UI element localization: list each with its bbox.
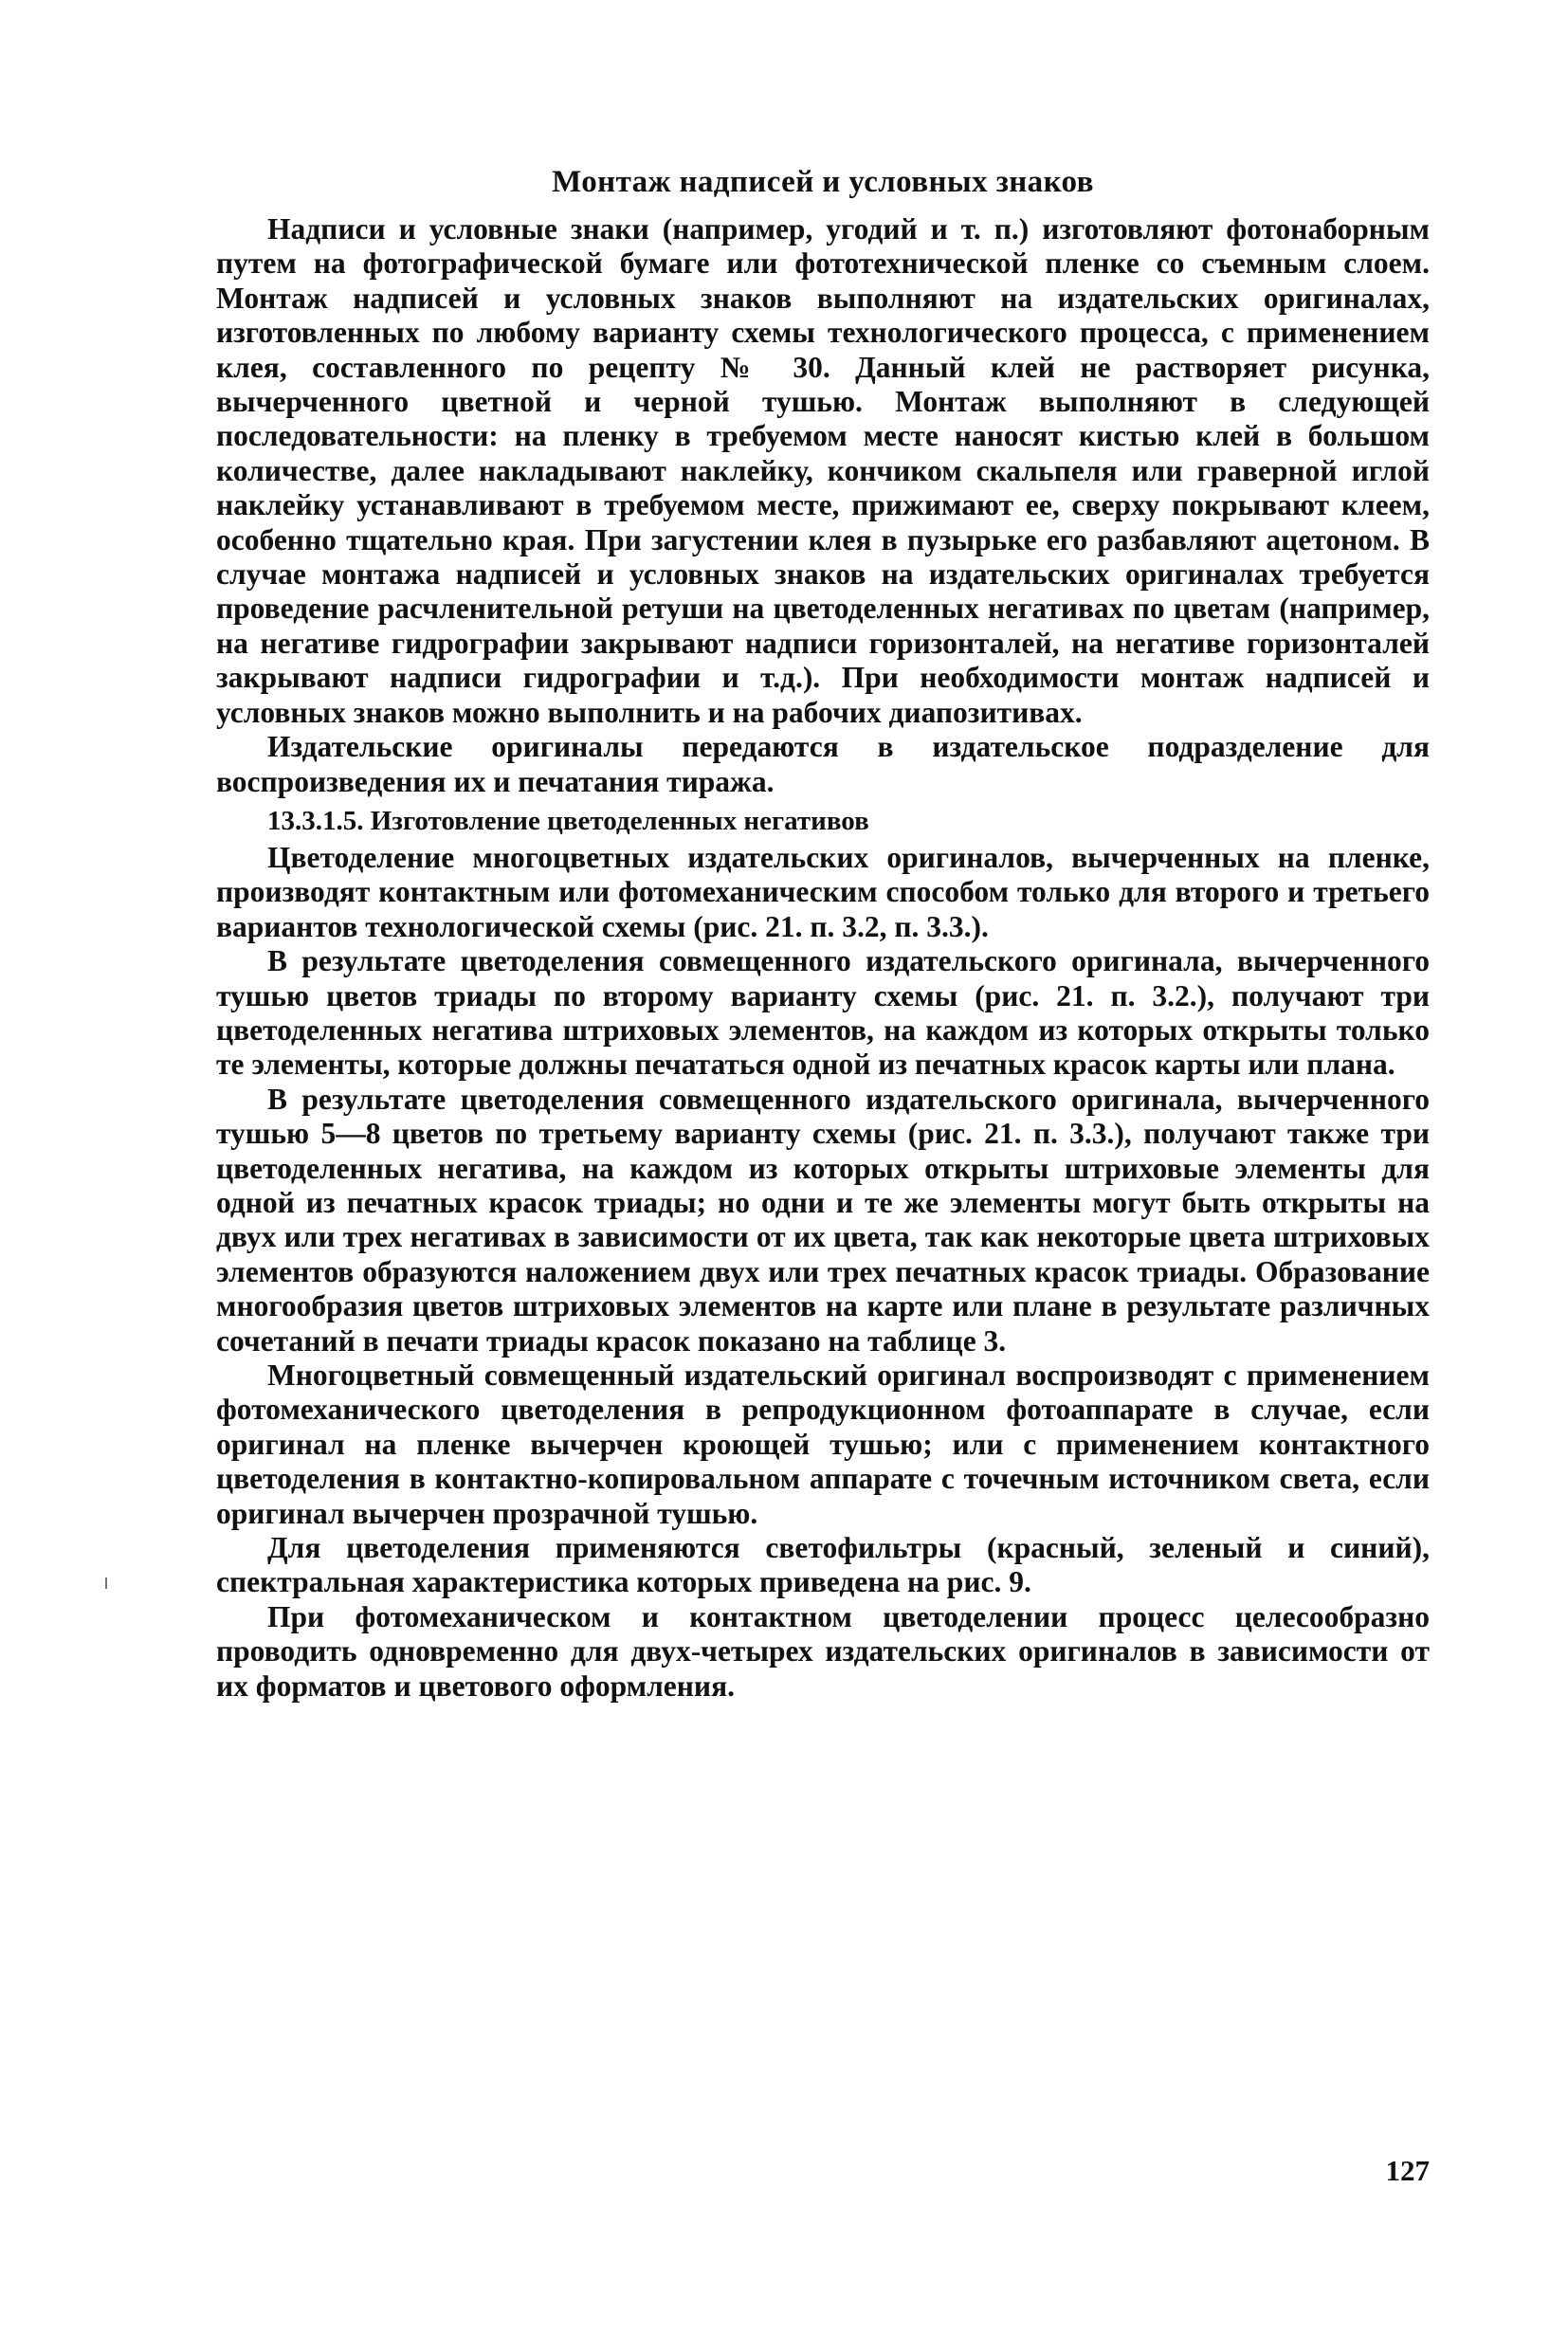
- section-heading-color-separation: 13.3.1.5. Изготовление цветоделенных негативов: [267, 805, 869, 836]
- main-text-block: [216, 161, 1430, 1704]
- scan-edge-mark: [105, 1577, 107, 1589]
- paragraph-simultaneous-processing: При фотомеханическом и контактном цветоделении процесс целесообразно проводить одновременно для двух-четырех издательских оригиналов в зависимости от их форматов и цветового оформления.: [216, 1599, 1430, 1703]
- paragraph-filters: Для цветоделения применяются светофильтры (красный, зеленый и синий), спектральная характеристика которых приведена на рис. 9.: [216, 1531, 1430, 1599]
- paragraph-multicolor-reproduction: Многоцветный совмещенный издательский оригинал воспроизводят с применением фотомеханического цветоделения в репродукционном фотоаппарате в случае, если оригинал на пленке вычерчен кроющей тушью; или с применением контактного цветоделения в контактно-копировальном аппарате с точечным источником света, если оригинал вычерчен прозрачной тушью.: [216, 1358, 1430, 1530]
- page-title: Монтаж надписей и условных знаков: [552, 165, 1094, 199]
- page-number: 127: [1385, 2154, 1430, 2187]
- paragraph-color-separation-methods: Цветоделение многоцветных издательских оригиналов, вычерченных на пленке, производят контактным или фотомеханическим способом только для второго и третьего вариантов технологической схемы (рис. 21. п. 3.2, п. 3.3.).: [216, 840, 1430, 943]
- paragraph-third-variant-result: В результате цветоделения совмещенного издательского оригинала, вычерченного тушью 5—8 цветов по третьему варианту схемы (рис. 21. п. 3.3.), получают также три цветоделенных негатива, на каждом из которых открыты штриховые элементы для одной из печатных красок триады; но одни и те же элементы могут быть открыты на двух или трех негативах в зависимости от их цвета, так как некоторые цвета штриховых элементов образуются наложением двух или трех печатных красок триады. Образование многообразия цветов штриховых элементов на карте или плане в результате различных сочетаний в печати триады красок показано на таблице 3.: [216, 1082, 1430, 1358]
- paragraph-second-variant-result: В результате цветоделения совмещенного издательского оригинала, вычерченного тушью цветов триады по второму варианту схемы (рис. 21. п. 3.2.), получают три цветоделенных негатива штриховых элементов, на каждом из которых открыты только те элементы, которые должны печататься одной из печатных красок карты или плана.: [216, 944, 1430, 1082]
- paragraph-publishing-originals: Издательские оригиналы передаются в издательское подразделение для воспроизведения их и печатания тиража.: [216, 730, 1430, 798]
- paragraph-mounting-labels: Надписи и условные знаки (например, угодий и т. п.) изготовляют фотонаборным путем на фотографической бумаге или фототехнической пленке со съемным слоем. Монтаж надписей и условных знаков выполняют на издательских оригиналах, изготовленных по любому варианту схемы технологического процесса, с применением клея, составленного по рецепту № 30. Данный клей не растворяет рисунка, вычерченного цветной и черной тушью. Монтаж выполняют в следующей последовательности: на пленку в требуемом месте наносят кистью клей в большом количестве, далее накладывают наклейку, кончиком скальпеля или граверной иглой наклейку устанавливают в требуемом месте, прижимают ее, сверху покрывают клеем, особенно тщательно края. При загустении клея в пузырьке его разбавляют ацетоном. В случае монтажа надписей и условных знаков на издательских оригиналах требуется проведение расчленительной ретуши на цветоделенных негативах по цветам (например, на негативе гидрографии закрывают надписи горизонталей, на негативе горизонталей закрывают надписи гидрографии и т.д.). При необходимости монтаж надписей и условных знаков можно выполнить и на рабочих диапозитивах.: [216, 212, 1430, 729]
